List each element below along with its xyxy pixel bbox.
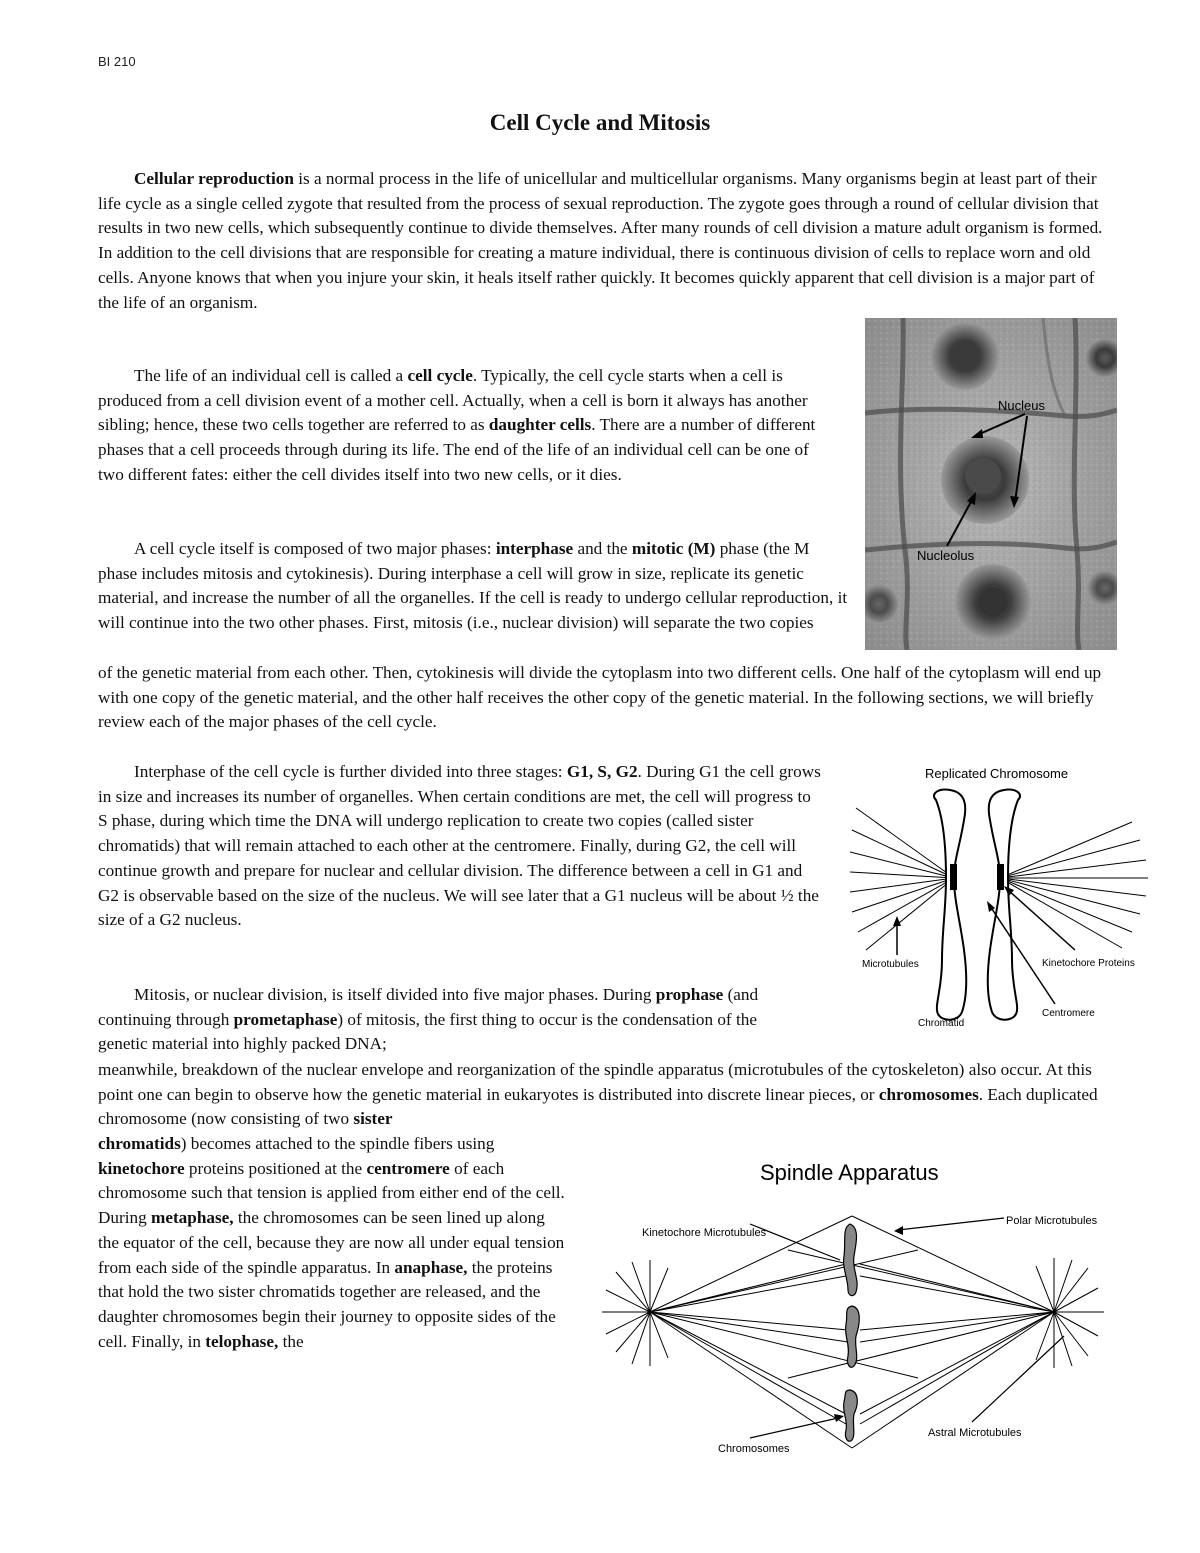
paragraph-text: . During G1 the cell grows in size and increases its number of organelles. When certain conditions are met, the cell will progress to S phase, during which time the DNA will undergo replication to create two copies (called sister chromatids) that will remain attached to each other at the centromere. Finally, during G2, the cell will continue growth and prepare for nuclear and cellular division. The difference between a cell in G1 and G2 is observable based on the size of the nucleus. We will see later that a G1 nucleus will be about ½ the size of a G2 nucleus.: [98, 762, 821, 930]
paragraph-text: the proteins that hold the two sister chromatids together are released, and the daughter chromosomes begin their journey to opposite sides of the cell. Finally, in: [98, 1257, 556, 1351]
term-chromosomes: chromosomes: [878, 1084, 979, 1104]
label-nucleus: Nucleus: [998, 398, 1045, 413]
label-astral-microtubules: Astral Microtubules: [928, 1427, 1022, 1439]
paragraph-text: and the: [573, 539, 632, 558]
label-microtubules: Microtubules: [862, 959, 919, 970]
paragraph-text: . Typically, the cell cycle starts when a cell is produced from a cell division event of a mother cell. Actually, when a cell is born it always has another sibling; hence, these two cells together are referred to as: [98, 366, 808, 435]
replicated-chromosome-diagram: [850, 760, 1150, 1035]
course-code: BI 210: [98, 54, 136, 69]
paragraph-text: . Each duplicated chromosome (now consisting of two: [98, 1084, 1098, 1129]
spindle-title: Spindle Apparatus: [760, 1160, 939, 1185]
label-kinetochore-proteins: Kinetochore Proteins: [1042, 958, 1135, 969]
paragraph-text: (and continuing through: [98, 985, 759, 1029]
paragraph-phases: [98, 537, 850, 636]
label-polar-microtubules: Polar Microtubules: [1006, 1215, 1098, 1227]
label-chromosomes: Chromosomes: [718, 1443, 790, 1455]
term-cell-cycle: cell cycle: [407, 366, 473, 385]
paragraph-text: The life of an individual cell is called a: [134, 366, 408, 385]
paragraph-text: ) of mitosis, the first thing to occur is the condensation of the genetic material into highly packed DNA;: [98, 1009, 757, 1054]
paragraph-cell-cycle: [98, 364, 838, 488]
paragraph-text: is a normal process in the life of unicellular and multicellular organisms. Many organisms begin at least part of their life cycle as a single celled zygote that resulted from the process of sexual reproduction. The zygote goes through a round of cellular division that results in two new cells, which subsequently continue to divide themselves. After many rounds of cell division a mature adult organism is formed. In addition to the cell divisions that are responsible for creating a mature individual, there is continuous division of cells to replace worn and old cells. Anyone knows that when you injure your skin, it heals itself rather quickly. It becomes quickly apparent that cell division is a major part of the life of an organism.: [98, 169, 1103, 312]
term-telophase: telophase,: [205, 1331, 279, 1351]
paragraph-mitosis-wide: [98, 1058, 1108, 1132]
paragraph-interphase: [98, 760, 822, 933]
label-kinetochore-microtubules: Kinetochore Microtubules: [642, 1227, 767, 1239]
term-sister: sister: [353, 1109, 393, 1129]
cell-micrograph-image: [865, 318, 1117, 650]
paragraph-text: meanwhile, breakdown of the nuclear envelope and reorganization of the spindle apparatus (microtubules of the cytoskeleton) also occur. At this point one can begin to observe how the genetic material in eukaryotes is distributed into discrete linear pieces, or: [98, 1060, 1092, 1104]
term-daughter-cells: daughter cells: [488, 415, 592, 435]
term-mitotic: mitotic (M): [631, 539, 716, 558]
paragraph-mitosis-narrow: [98, 1132, 566, 1354]
term-metaphase: metaphase,: [151, 1208, 234, 1228]
term-kinetochore: kinetochore: [98, 1158, 185, 1178]
paragraph-text: . There are a number of different phases that a cell proceeds through during its life. The end of the life of an individual cell can be one of two different fates: either the cell divides itself into two new cells, or it dies.: [98, 415, 816, 484]
cell-micrograph-figure: [865, 318, 1117, 650]
term-prophase: prophase: [655, 985, 724, 1004]
term-g1-s-g2: G1, S, G2: [566, 762, 638, 781]
paragraph-text: Mitosis, or nuclear division, is itself divided into five major phases. During: [134, 985, 656, 1004]
spindle-apparatus-figure: [598, 1152, 1158, 1462]
term-chromatids: chromatids: [98, 1134, 181, 1153]
label-nucleolus: Nucleolus: [917, 548, 975, 563]
spindle-apparatus-diagram: [598, 1152, 1158, 1462]
term-anaphase: anaphase,: [394, 1257, 468, 1277]
term-centromere: centromere: [366, 1158, 450, 1178]
paragraph-text: phase (the M phase includes mitosis and cytokinesis). During interphase a cell will grow in size, replicate its genetic material, and increase the number of all the organelles. If the cell is ready to undergo cellular reproduction, it will continue into the two other phases. First, mitosis (i.e., nuclear division) will separate the two copies: [98, 539, 848, 633]
label-centromere: Centromere: [1042, 1008, 1095, 1019]
paragraph-text: of each chromosome such that tension is applied from either end of the cell. During: [98, 1158, 565, 1228]
paragraph-mitosis: [98, 983, 798, 1057]
replicated-chromosome-figure: [850, 760, 1150, 1035]
page-title: Cell Cycle and Mitosis: [489, 110, 711, 135]
paragraph-cellular-reproduction: [98, 167, 1108, 315]
paragraph-text: the chromosomes can be seen lined up along the equator of the cell, because they are now all under equal tension from each side of the spindle apparatus. In: [98, 1208, 565, 1277]
paragraph-text: proteins positioned at the: [184, 1158, 367, 1178]
term-prometaphase: prometaphase: [233, 1009, 338, 1029]
paragraph-text: Interphase of the cell cycle is further divided into three stages:: [134, 762, 567, 781]
label-chromatid: Chromatid: [918, 1018, 965, 1029]
paragraph-text: A cell cycle itself is composed of two major phases:: [134, 539, 496, 558]
paragraph-text: of the genetic material from each other. Then, cytokinesis will divide the cytoplasm into two different cells. One half of the cytoplasm will end up with one copy of the genetic material, and the other half receives the other copy of the genetic material. In the following sections, we will briefly review each of the major phases of the cell cycle.: [98, 663, 1102, 732]
chromosome-title: Replicated Chromosome: [925, 766, 1069, 781]
term-interphase: interphase: [495, 539, 574, 558]
term-cellular-reproduction: Cellular reproduction: [134, 169, 294, 188]
paragraph-text: the: [278, 1331, 304, 1351]
paragraph-phases-cont: [98, 661, 1108, 735]
paragraph-text: ) becomes attached to the spindle fibers using: [180, 1134, 495, 1153]
